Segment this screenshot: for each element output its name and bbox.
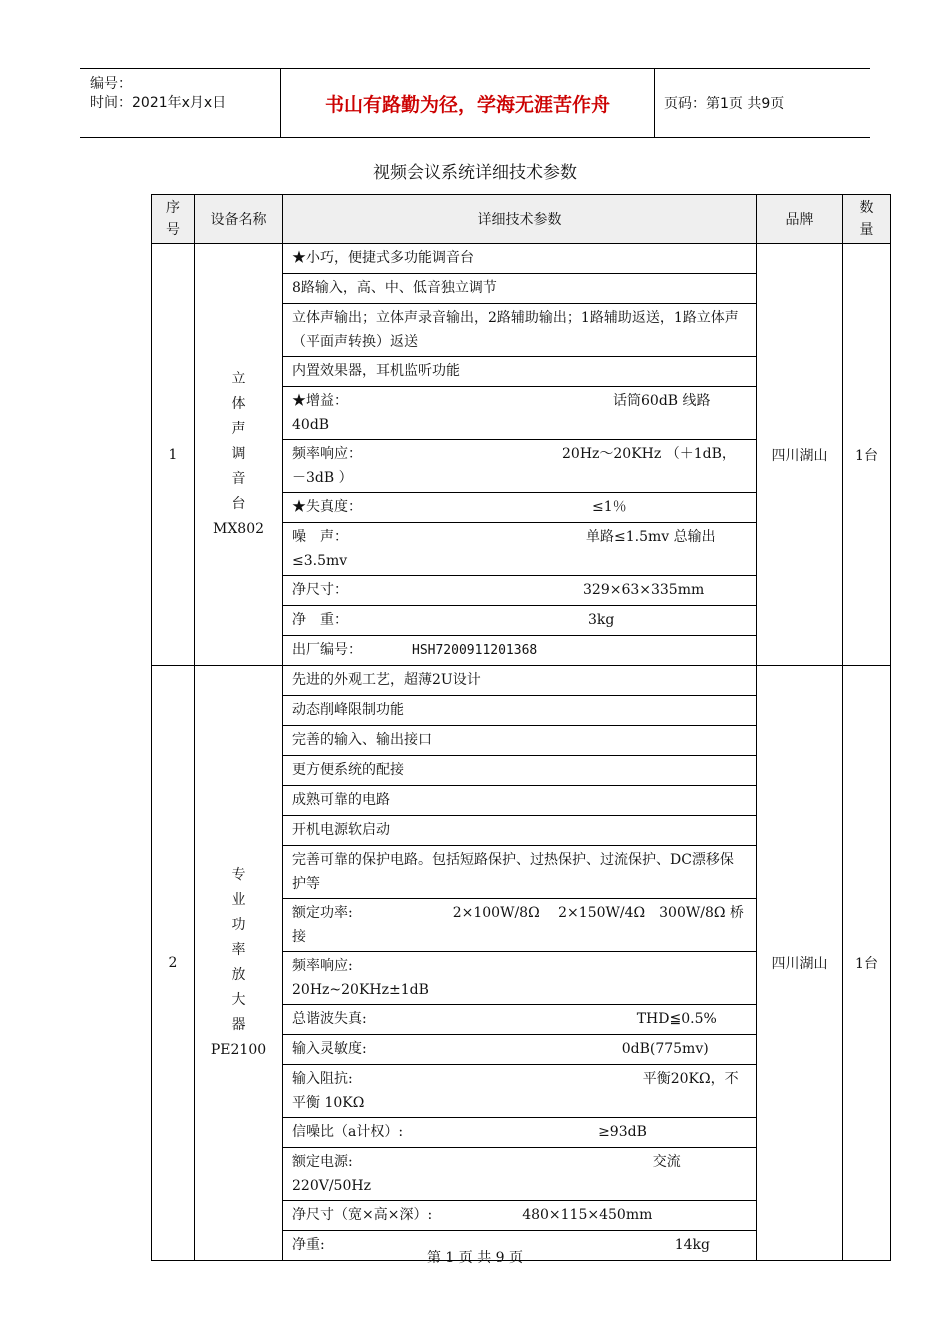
- param-line: 噪 声： 单路≤1.5mv 总输出≤3.5mv: [283, 523, 756, 576]
- param-line: 内置效果器，耳机监听功能: [283, 357, 756, 387]
- param-line: 净尺寸： 329×63×335mm: [283, 576, 756, 606]
- row-params: [283, 666, 757, 1261]
- col-header-name: 设备名称: [195, 195, 283, 244]
- param-line: 输入灵敏度: 0dB(775mv): [283, 1035, 756, 1065]
- col-header-seq: 序号: [152, 195, 195, 244]
- col-header-brand: 品牌: [757, 195, 843, 244]
- param-line: 额定功率: 2×100W/8Ω 2×150W/4Ω 300W/8Ω 桥接: [283, 899, 756, 952]
- param-line: ★小巧，便捷式多功能调音台: [283, 244, 756, 274]
- param-line: 净 重： 3kg: [283, 606, 756, 636]
- header-motto-cell: [280, 69, 655, 137]
- param-line: ★增益： 话筒60dB 线路40dB: [283, 387, 756, 440]
- spec-table: [151, 194, 891, 1261]
- param-line: 先进的外观工艺，超薄2U设计: [283, 666, 756, 696]
- param-line: 动态削峰限制功能: [283, 696, 756, 726]
- row-qty: 1台: [843, 244, 891, 666]
- table-header-row: [152, 195, 891, 244]
- row-params: [283, 244, 757, 666]
- param-line: 净重: 14kg: [292, 1237, 710, 1253]
- page-header: [80, 68, 870, 138]
- param-line: 完善可靠的保护电路。包括短路保护、过热保护、过流保护、DC漂移保护等: [283, 846, 756, 899]
- row-brand: 四川湖山: [757, 666, 843, 1261]
- doc-time-label: 时间：2021年x月x日: [90, 95, 227, 111]
- param-line: 输入阻抗: 平衡20KΩ，不平衡 10KΩ: [283, 1065, 756, 1118]
- row-seq: 2: [152, 666, 195, 1261]
- device-model: PE2100: [210, 1042, 267, 1058]
- param-line: 净尺寸（宽×高×深）: 480×115×450mm: [283, 1201, 756, 1231]
- header-motto: 书山有路勤为径，学海无涯苦作舟: [324, 93, 610, 116]
- header-meta: [80, 69, 280, 137]
- table-row: [152, 666, 891, 1261]
- param-line: ★失真度： ≤1％: [283, 493, 756, 523]
- device-model: MX802: [212, 521, 265, 537]
- row-seq: 1: [152, 244, 195, 666]
- param-line: 信噪比（a计权）: ≥93dB: [283, 1118, 756, 1148]
- param-line: 频率响应： 20Hz～20KHz （＋1dB，－3dB ）: [283, 440, 756, 493]
- col-header-specs: 详细技术参数: [283, 195, 757, 244]
- param-line: 频率响应:20Hz~20KHz±1dB: [283, 952, 756, 1005]
- header-page-cell: [654, 69, 870, 137]
- table-row: [152, 244, 891, 666]
- page-footer: 第 1 页 共 9 页: [426, 1250, 524, 1266]
- param-line: 总谐波失真: THD≦0.5%: [283, 1005, 756, 1035]
- param-line: 成熟可靠的电路: [283, 786, 756, 816]
- col-header-qty: 数量: [843, 195, 891, 244]
- header-page-info: 页码：第1页 共9页: [664, 96, 785, 112]
- row-qty: 1台: [843, 666, 891, 1261]
- param-line: 立体声输出；立体声录音输出，2路辅助输出；1路辅助返送，1路立体声（平面声转换）返送: [283, 304, 756, 357]
- param-line: 出厂编号： HSH7200911201368: [292, 642, 538, 658]
- doc-number-label: 编号：: [90, 76, 132, 92]
- document-title: 视频会议系统详细技术参数: [373, 163, 577, 183]
- param-line: 更方便系统的配接: [283, 756, 756, 786]
- param-line: 额定电源: 交流220V/50Hz: [283, 1148, 756, 1201]
- row-device-name: 立 体 声 调 音 台 MX802: [195, 244, 283, 666]
- row-device-name: 专 业 功 率 放 大 器 PE2100: [195, 666, 283, 1261]
- param-line: 开机电源软启动: [283, 816, 756, 846]
- param-line: 完善的输入、输出接口: [283, 726, 756, 756]
- param-line: 8路输入，高、中、低音独立调节: [283, 274, 756, 304]
- row-brand: 四川湖山: [757, 244, 843, 666]
